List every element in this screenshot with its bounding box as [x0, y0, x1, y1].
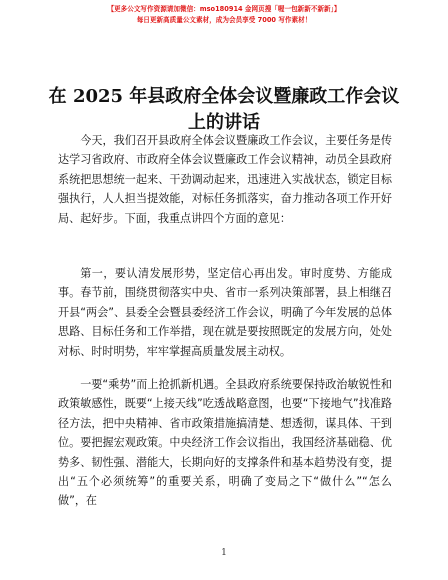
paragraph-first-point: 第一，要认清发展形势，坚定信心再出发。审时度势、方能成事。春节前，围绕贯彻落实中央、省市一系列决策部署，县上相继召开县“两会”、县委全会暨县委经济工作会议，明确了今年发展的总体思路、目标任务和工作举措，现在就是要按照既定的发展方向，处处对标、时时明势，牢牢掌握高质量发展主动权。	[58, 267, 392, 358]
paragraph-seize-opportunity: 一要“乘势”而上抢抓新机遇。全县政府系统要保持政治敏锐性和政策敏感性，既要“上接天线”吃透战略意图，也要“下接地气”找准路径方法，把中央精神、省市政策措施搞清楚、想透彻，谋具体、干到位。要把握宏观政策。中央经济工作会议指出，我国经济基础稳、优势多、韧性强、潜能大，长期向好的支撑条件和基本趋势没有变，提出“五个必须统筹”的重要关系，明确了变局之下“做什么”“怎么做”，在	[58, 378, 392, 508]
paragraph-intro: 今天，我们召开县政府全体会议暨廉政工作会议，主要任务是传达学习省政府、市政府全体会议暨廉政工作会议精神，动员全县政府系统把思想统一起来、干劲调动起来，迅速进入实战状态，锁定目标强执行，人人担当提效能，对标任务抓落实，奋力推动各项工作开好局、起好步。下面，我重点讲四个方面的意见：	[58, 134, 392, 225]
page-number: 1	[221, 548, 227, 558]
promo-banner-line-2: 每日更新高质量公文素材，成为会员享受 7000 写作素材！	[136, 16, 312, 24]
promo-banner	[0, 4, 448, 26]
promo-banner-line-1: 【更多公文写作资源请加微信：mso180914 金网页搜「喔一包新新不新新」】	[107, 5, 341, 13]
document-title: 在 2025 年县政府全体会议暨廉政工作会议上的讲话	[48, 86, 400, 133]
